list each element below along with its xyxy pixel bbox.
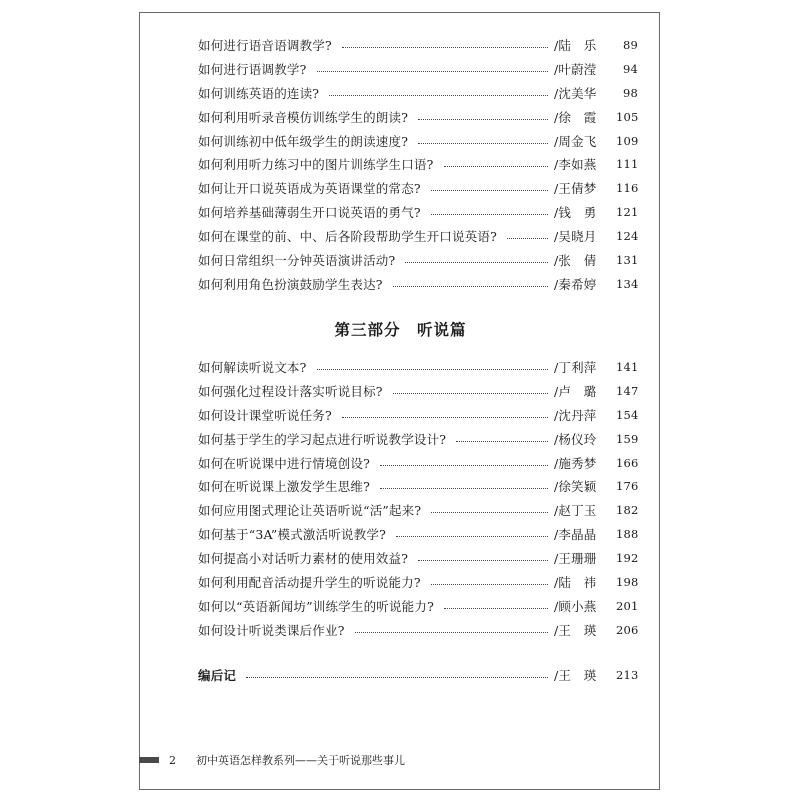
toc-entry-title: 如何提高小对话听力素材的使用效益?	[198, 551, 409, 567]
toc-entry	[198, 57, 638, 81]
toc-entry-author: /吴晓月	[554, 229, 597, 245]
afterword-page: 213	[616, 667, 639, 682]
dot-leader	[342, 416, 548, 418]
footer-page-number: 2	[169, 753, 176, 767]
toc-entry-page: 89	[622, 37, 638, 52]
toc-entry	[198, 105, 638, 129]
dot-leader	[246, 676, 548, 678]
toc-entry-page: 182	[616, 503, 639, 518]
toc-entry-title: 如何设计听说类课后作业?	[198, 622, 345, 638]
toc-entry	[198, 451, 638, 475]
toc-entry-title: 如何在课堂的前、中、后各阶段帮助学生开口说英语?	[198, 229, 498, 245]
toc-entry-page: 141	[616, 359, 639, 374]
toc-entry-title: 如何训练初中低年级学生的朗读速度?	[198, 133, 409, 149]
toc-entry-page: 198	[616, 574, 639, 589]
toc-entry	[198, 403, 638, 427]
toc-entry-page: 109	[616, 133, 639, 148]
toc-entry	[198, 379, 638, 403]
toc-entry	[198, 594, 638, 618]
dot-leader	[380, 464, 548, 466]
toc-entry-page: 159	[616, 431, 639, 446]
toc-entry-page: 98	[622, 85, 638, 100]
toc-entry-author: /钱 勇	[554, 205, 597, 221]
toc-entry	[198, 272, 638, 296]
toc-entry-author: /沈美华	[554, 85, 597, 101]
toc-entry	[198, 355, 638, 379]
toc-entry-title: 如何基于“3A”模式激活听说教学?	[198, 527, 387, 543]
toc-entry-author: /李晶晶	[554, 527, 597, 543]
dot-leader	[355, 631, 548, 633]
toc-entry-page: 121	[616, 205, 639, 220]
toc-entry-page: 188	[616, 527, 639, 542]
dot-leader	[396, 535, 548, 537]
dot-leader	[507, 237, 548, 239]
toc-entry-page: 131	[616, 252, 639, 267]
toc-entry-title: 如何让开口说英语成为英语课堂的常态?	[198, 181, 421, 197]
toc-entry-title: 如何进行语调教学?	[198, 61, 307, 77]
toc-entry-title: 如何培养基础薄弱生开口说英语的勇气?	[198, 205, 421, 221]
toc-afterword	[198, 663, 638, 687]
toc-entry	[198, 81, 638, 105]
toc-entry	[198, 129, 638, 153]
book-page	[139, 12, 660, 790]
toc-entry	[198, 248, 638, 272]
footer-series-title: 初中英语怎样教系列——关于听说那些事儿	[196, 754, 405, 767]
toc-entry-author: /叶蔚滢	[554, 61, 597, 77]
dot-leader	[431, 213, 548, 215]
afterword-author: /王 瑛	[554, 667, 597, 683]
toc-entry-page: 166	[616, 455, 639, 470]
toc-entry-author: /顾小燕	[554, 598, 597, 614]
toc-entry-author: /沈丹萍	[554, 407, 597, 423]
dot-leader	[393, 392, 548, 394]
dot-leader	[317, 368, 548, 370]
toc-entry-title: 如何基于学生的学习起点进行听说教学设计?	[198, 431, 447, 447]
toc-entry-page: 147	[616, 383, 639, 398]
page-footer	[139, 752, 405, 768]
toc-entry-author: /陆 祎	[554, 574, 597, 590]
dot-leader	[444, 607, 548, 609]
toc-entry-title: 如何强化过程设计落实听说目标?	[198, 383, 383, 399]
toc-entry	[198, 522, 638, 546]
toc-entry	[198, 200, 638, 224]
toc-entry-page: 206	[616, 622, 639, 637]
dot-leader	[329, 94, 548, 96]
dot-leader	[456, 440, 548, 442]
dot-leader	[393, 285, 548, 287]
toc-entry-author: /施秀梦	[554, 455, 597, 471]
dot-leader	[342, 46, 548, 48]
toc-entry-page: 176	[616, 479, 639, 494]
dot-leader	[317, 70, 548, 72]
toc-entry-title: 如何日常组织一分钟英语演讲活动?	[198, 252, 396, 268]
toc-entry-title: 如何在听说课上激发学生思维?	[198, 479, 371, 495]
toc-entry-title: 如何利用听力练习中的图片训练学生口语?	[198, 157, 434, 173]
toc-entry-page: 105	[616, 109, 639, 124]
toc-entry-title: 如何在听说课中进行情境创设?	[198, 455, 371, 471]
toc-entry-page: 116	[616, 181, 639, 196]
toc-entry-title: 如何利用角色扮演鼓励学生表达?	[198, 276, 383, 292]
toc-entry-title: 如何以“英语新闻坊”训练学生的听说能力?	[198, 598, 434, 614]
toc-entry-title: 如何进行语音语调教学?	[198, 37, 332, 53]
dot-leader	[431, 511, 548, 513]
afterword-title: 编后记	[198, 667, 237, 683]
toc-entry	[198, 33, 638, 57]
toc-entry	[198, 663, 638, 687]
dot-leader	[431, 189, 548, 191]
toc-entry-author: /丁利萍	[554, 359, 597, 375]
toc-entry	[198, 224, 638, 248]
toc-entry-author: /王倩梦	[554, 181, 597, 197]
toc-entry-title: 如何利用听录音模仿训练学生的朗读?	[198, 109, 409, 125]
toc-entry-author: /陆 乐	[554, 37, 597, 53]
toc-entry-author: /王 瑛	[554, 622, 597, 638]
toc-entry-page: 192	[616, 551, 639, 566]
dot-leader	[431, 583, 548, 585]
toc-entry-title: 如何设计课堂听说任务?	[198, 407, 332, 423]
section-heading: 第三部分 听说篇	[334, 320, 467, 339]
toc-entry	[198, 176, 638, 200]
footer-bar	[139, 757, 159, 763]
toc-entry-author: /赵丁玉	[554, 503, 597, 519]
toc-part1-list	[198, 33, 638, 296]
toc-entry-author: /秦希婷	[554, 276, 597, 292]
toc-entry-title: 如何解读听说文本?	[198, 359, 307, 375]
dot-leader	[444, 165, 548, 167]
toc-entry	[198, 474, 638, 498]
toc-entry	[198, 427, 638, 451]
toc-entry-author: /周金飞	[554, 133, 597, 149]
toc-entry	[198, 618, 638, 642]
dot-leader	[418, 118, 548, 120]
toc-entry-author: /杨仪玲	[554, 431, 597, 447]
toc-entry-page: 134	[616, 276, 639, 291]
toc-entry-page: 111	[616, 157, 639, 172]
toc-entry-page: 154	[616, 407, 639, 422]
toc-entry-page: 94	[622, 61, 638, 76]
toc-entry-page: 124	[616, 229, 639, 244]
dot-leader	[405, 261, 548, 263]
dot-leader	[380, 487, 548, 489]
dot-leader	[418, 142, 548, 144]
toc-entry-author: /徐 霞	[554, 109, 597, 125]
toc-entry-author: /卢 璐	[554, 383, 597, 399]
toc-entry	[198, 498, 638, 522]
toc-entry-author: /王珊珊	[554, 551, 597, 567]
toc-entry	[198, 152, 638, 176]
toc-entry-title: 如何利用配音活动提升学生的听说能力?	[198, 574, 421, 590]
toc-entry-title: 如何训练英语的连读?	[198, 85, 320, 101]
toc-entry-author: /李如燕	[554, 157, 597, 173]
toc-entry-title: 如何应用图式理论让英语听说“活”起来?	[198, 503, 422, 519]
toc-part3-list	[198, 355, 638, 642]
toc-entry-page: 201	[616, 598, 639, 613]
toc-entry-author: /张 倩	[554, 252, 597, 268]
toc-entry	[198, 546, 638, 570]
toc-entry	[198, 570, 638, 594]
toc-entry-author: /徐笑颖	[554, 479, 597, 495]
dot-leader	[418, 559, 548, 561]
